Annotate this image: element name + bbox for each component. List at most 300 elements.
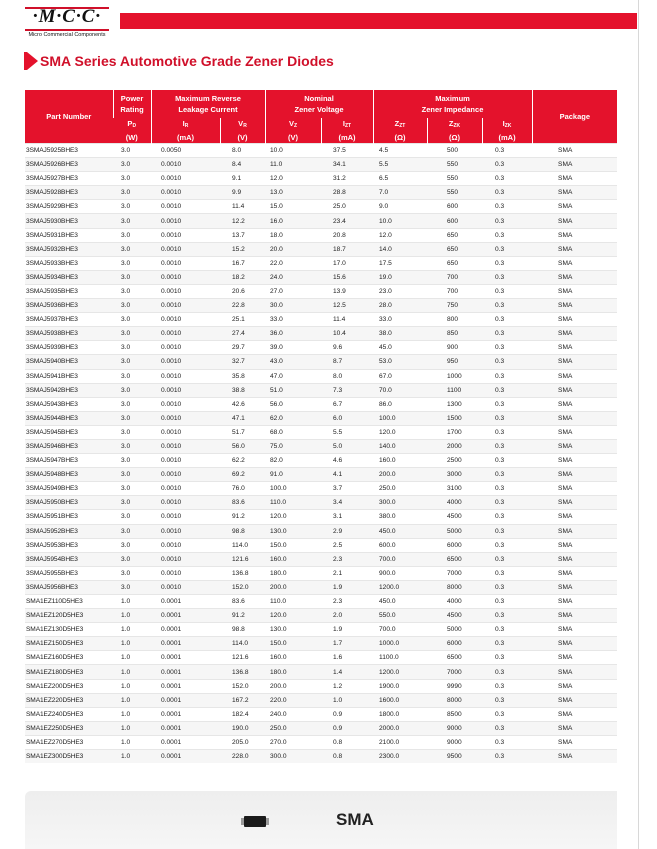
- table-row: [25, 397, 617, 411]
- cell-part-number: SMA1EZ300D5HE3: [25, 750, 113, 764]
- cell-part-number: 3SMAJ5934BHE3: [25, 270, 113, 284]
- table-row: [25, 172, 617, 186]
- cell-part-number: SMA1EZ150D5HE3: [25, 637, 113, 651]
- cell-izk: 0.3: [482, 538, 532, 552]
- cell-test-current: 2.5: [321, 538, 373, 552]
- cell-package: SMA: [532, 214, 617, 228]
- cell-reverse-voltage: 8.0: [220, 144, 265, 158]
- cell-package: SMA: [532, 566, 617, 580]
- cell-power: 3.0: [113, 552, 151, 566]
- cell-zener-voltage: 30.0: [265, 299, 321, 313]
- table-row: [25, 383, 617, 397]
- cell-zzt: 100.0: [373, 411, 427, 425]
- cell-izk: 0.3: [482, 341, 532, 355]
- cell-part-number: SMA1EZ200D5HE3: [25, 679, 113, 693]
- cell-package: SMA: [532, 721, 617, 735]
- symbol-subscript: ZK: [504, 123, 512, 129]
- table-row: [25, 214, 617, 228]
- cell-part-number: 3SMAJ5927BHE3: [25, 172, 113, 186]
- cell-leakage-current: 0.0010: [151, 496, 220, 510]
- cell-zzt: 86.0: [373, 397, 427, 411]
- cell-izk: 0.3: [482, 270, 532, 284]
- cell-package: SMA: [532, 355, 617, 369]
- cell-leakage-current: 0.0010: [151, 425, 220, 439]
- cell-izk: 0.3: [482, 425, 532, 439]
- cell-part-number: SMA1EZ160D5HE3: [25, 651, 113, 665]
- cell-part-number: 3SMAJ5935BHE3: [25, 284, 113, 298]
- cell-zzk: 8000: [427, 693, 482, 707]
- cell-izk: 0.3: [482, 580, 532, 594]
- cell-zzt: 1200.0: [373, 665, 427, 679]
- cell-zener-voltage: 180.0: [265, 665, 321, 679]
- cell-part-number: 3SMAJ5941BHE3: [25, 369, 113, 383]
- cell-zzt: 1800.0: [373, 707, 427, 721]
- cell-izk: 0.3: [482, 609, 532, 623]
- table-row: [25, 228, 617, 242]
- cell-leakage-current: 0.0001: [151, 679, 220, 693]
- cell-zzk: 4500: [427, 609, 482, 623]
- header-symbol-1: [151, 118, 220, 132]
- cell-reverse-voltage: 27.4: [220, 327, 265, 341]
- cell-package: SMA: [532, 327, 617, 341]
- cell-reverse-voltage: 12.2: [220, 214, 265, 228]
- cell-zener-voltage: 15.0: [265, 200, 321, 214]
- cell-zzk: 650: [427, 242, 482, 256]
- table-row: [25, 200, 617, 214]
- cell-package: SMA: [532, 538, 617, 552]
- cell-package: SMA: [532, 735, 617, 749]
- cell-zener-voltage: 16.0: [265, 214, 321, 228]
- cell-zener-voltage: 13.0: [265, 186, 321, 200]
- cell-package: SMA: [532, 524, 617, 538]
- header-voltage-line1: Nominal: [304, 94, 334, 103]
- cell-izk: 0.3: [482, 369, 532, 383]
- cell-zzt: 17.5: [373, 256, 427, 270]
- cell-power: 1.0: [113, 693, 151, 707]
- cell-power: 3.0: [113, 454, 151, 468]
- cell-test-current: 5.0: [321, 439, 373, 453]
- cell-test-current: 2.9: [321, 524, 373, 538]
- table-row: [25, 595, 617, 609]
- symbol-subscript: ZT: [399, 123, 406, 129]
- cell-test-current: 1.7: [321, 637, 373, 651]
- cell-izk: 0.3: [482, 735, 532, 749]
- cell-zzt: 4.5: [373, 144, 427, 158]
- cell-reverse-voltage: 56.0: [220, 439, 265, 453]
- cell-leakage-current: 0.0010: [151, 299, 220, 313]
- title-arrow-icon: [27, 52, 38, 70]
- cell-zzk: 850: [427, 327, 482, 341]
- cell-test-current: 12.5: [321, 299, 373, 313]
- cell-zzk: 6500: [427, 552, 482, 566]
- cell-zzk: 9500: [427, 750, 482, 764]
- symbol-subscript: ZK: [453, 123, 461, 129]
- cell-package: SMA: [532, 397, 617, 411]
- cell-zzt: 6.5: [373, 172, 427, 186]
- cell-leakage-current: 0.0001: [151, 651, 220, 665]
- cell-leakage-current: 0.0010: [151, 538, 220, 552]
- page-right-border: [638, 0, 639, 849]
- cell-zzk: 2000: [427, 439, 482, 453]
- cell-leakage-current: 0.0001: [151, 665, 220, 679]
- cell-izk: 0.3: [482, 172, 532, 186]
- cell-reverse-voltage: 190.0: [220, 721, 265, 735]
- cell-leakage-current: 0.0001: [151, 609, 220, 623]
- cell-zzk: 1700: [427, 425, 482, 439]
- cell-zzt: 120.0: [373, 425, 427, 439]
- cell-power: 1.0: [113, 750, 151, 764]
- cell-zener-voltage: 91.0: [265, 468, 321, 482]
- cell-leakage-current: 0.0010: [151, 566, 220, 580]
- cell-power: 3.0: [113, 496, 151, 510]
- cell-zzk: 1300: [427, 397, 482, 411]
- cell-package: SMA: [532, 383, 617, 397]
- cell-package: SMA: [532, 172, 617, 186]
- table-row: [25, 637, 617, 651]
- cell-reverse-voltage: 22.8: [220, 299, 265, 313]
- cell-leakage-current: 0.0001: [151, 637, 220, 651]
- cell-izk: 0.3: [482, 651, 532, 665]
- cell-power: 3.0: [113, 411, 151, 425]
- cell-test-current: 4.1: [321, 468, 373, 482]
- cell-power: 1.0: [113, 707, 151, 721]
- table-row: [25, 750, 617, 764]
- cell-zzk: 4000: [427, 595, 482, 609]
- cell-package: SMA: [532, 369, 617, 383]
- symbol-main: I: [502, 119, 505, 128]
- cell-leakage-current: 0.0010: [151, 411, 220, 425]
- cell-izk: 0.3: [482, 299, 532, 313]
- cell-test-current: 0.9: [321, 721, 373, 735]
- cell-zener-voltage: 110.0: [265, 496, 321, 510]
- cell-izk: 0.3: [482, 228, 532, 242]
- cell-reverse-voltage: 76.0: [220, 482, 265, 496]
- cell-package: SMA: [532, 496, 617, 510]
- cell-zzk: 700: [427, 270, 482, 284]
- cell-test-current: 15.6: [321, 270, 373, 284]
- cell-test-current: 2.3: [321, 595, 373, 609]
- cell-zener-voltage: 160.0: [265, 552, 321, 566]
- cell-power: 1.0: [113, 651, 151, 665]
- cell-leakage-current: 0.0001: [151, 623, 220, 637]
- table-row: [25, 270, 617, 284]
- cell-zener-voltage: 62.0: [265, 411, 321, 425]
- cell-zzt: 19.0: [373, 270, 427, 284]
- table-row: [25, 341, 617, 355]
- cell-power: 3.0: [113, 172, 151, 186]
- cell-zzt: 300.0: [373, 496, 427, 510]
- cell-zzt: 2000.0: [373, 721, 427, 735]
- cell-power: 3.0: [113, 284, 151, 298]
- cell-zzk: 3000: [427, 468, 482, 482]
- cell-reverse-voltage: 228.0: [220, 750, 265, 764]
- cell-zener-voltage: 240.0: [265, 707, 321, 721]
- cell-power: 3.0: [113, 566, 151, 580]
- cell-package: SMA: [532, 299, 617, 313]
- cell-reverse-voltage: 38.8: [220, 383, 265, 397]
- cell-reverse-voltage: 18.2: [220, 270, 265, 284]
- cell-zener-voltage: 68.0: [265, 425, 321, 439]
- cell-part-number: 3SMAJ5956BHE3: [25, 580, 113, 594]
- cell-leakage-current: 0.0001: [151, 707, 220, 721]
- table-row: [25, 369, 617, 383]
- cell-package: SMA: [532, 242, 617, 256]
- header-unit-2: (V): [220, 132, 265, 144]
- cell-zzt: 380.0: [373, 510, 427, 524]
- cell-power: 3.0: [113, 270, 151, 284]
- sma-package-icon: [244, 816, 266, 827]
- cell-zzt: 160.0: [373, 454, 427, 468]
- cell-leakage-current: 0.0001: [151, 595, 220, 609]
- cell-zener-voltage: 270.0: [265, 735, 321, 749]
- cell-package: SMA: [532, 693, 617, 707]
- cell-reverse-voltage: 42.6: [220, 397, 265, 411]
- cell-power: 3.0: [113, 439, 151, 453]
- cell-test-current: 3.7: [321, 482, 373, 496]
- cell-zzt: 23.0: [373, 284, 427, 298]
- header-part-number: Part Number: [25, 90, 113, 144]
- cell-zzk: 1100: [427, 383, 482, 397]
- cell-test-current: 6.7: [321, 397, 373, 411]
- cell-zener-voltage: 130.0: [265, 623, 321, 637]
- page-title: SMA Series Automotive Grade Zener Diodes: [40, 53, 334, 69]
- cell-power: 3.0: [113, 228, 151, 242]
- cell-power: 1.0: [113, 735, 151, 749]
- table-row: [25, 735, 617, 749]
- table-row: [25, 538, 617, 552]
- cell-izk: 0.3: [482, 200, 532, 214]
- cell-package: SMA: [532, 158, 617, 172]
- table-row: [25, 327, 617, 341]
- cell-power: 3.0: [113, 256, 151, 270]
- cell-reverse-voltage: 29.7: [220, 341, 265, 355]
- cell-zzt: 450.0: [373, 595, 427, 609]
- cell-izk: 0.3: [482, 256, 532, 270]
- cell-reverse-voltage: 32.7: [220, 355, 265, 369]
- cell-zener-voltage: 24.0: [265, 270, 321, 284]
- table-row: [25, 439, 617, 453]
- table-row: [25, 693, 617, 707]
- cell-reverse-voltage: 20.6: [220, 284, 265, 298]
- cell-zzk: 550: [427, 172, 482, 186]
- cell-zzk: 9000: [427, 735, 482, 749]
- symbol-subscript: R: [243, 123, 247, 129]
- header-unit-5: (Ω): [373, 132, 427, 144]
- cell-zener-voltage: 250.0: [265, 721, 321, 735]
- cell-part-number: SMA1EZ220D5HE3: [25, 693, 113, 707]
- cell-reverse-voltage: 47.1: [220, 411, 265, 425]
- table-row: [25, 284, 617, 298]
- cell-zener-voltage: 18.0: [265, 228, 321, 242]
- cell-test-current: 1.9: [321, 580, 373, 594]
- cell-leakage-current: 0.0010: [151, 186, 220, 200]
- cell-izk: 0.3: [482, 637, 532, 651]
- symbol-subscript: D: [132, 123, 137, 129]
- cell-power: 3.0: [113, 200, 151, 214]
- cell-leakage-current: 0.0010: [151, 482, 220, 496]
- header-impedance-line2: Zener Impedance: [421, 105, 484, 114]
- cell-reverse-voltage: 51.7: [220, 425, 265, 439]
- cell-package: SMA: [532, 707, 617, 721]
- cell-package: SMA: [532, 186, 617, 200]
- cell-package: SMA: [532, 144, 617, 158]
- cell-izk: 0.3: [482, 750, 532, 764]
- header-leakage-line1: Maximum Reverse: [175, 94, 241, 103]
- cell-power: 3.0: [113, 341, 151, 355]
- cell-reverse-voltage: 15.2: [220, 242, 265, 256]
- cell-part-number: 3SMAJ5944BHE3: [25, 411, 113, 425]
- cell-part-number: SMA1EZ250D5HE3: [25, 721, 113, 735]
- table-row: [25, 566, 617, 580]
- cell-reverse-voltage: 8.4: [220, 158, 265, 172]
- cell-izk: 0.3: [482, 144, 532, 158]
- cell-zener-voltage: 100.0: [265, 482, 321, 496]
- table-row: [25, 355, 617, 369]
- cell-reverse-voltage: 98.8: [220, 623, 265, 637]
- cell-test-current: 4.6: [321, 454, 373, 468]
- table-row: [25, 651, 617, 665]
- symbol-subscript: Z: [293, 123, 298, 129]
- cell-zzt: 2100.0: [373, 735, 427, 749]
- cell-test-current: 1.4: [321, 665, 373, 679]
- cell-reverse-voltage: 91.2: [220, 510, 265, 524]
- cell-zener-voltage: 51.0: [265, 383, 321, 397]
- cell-izk: 0.3: [482, 242, 532, 256]
- cell-test-current: 31.2: [321, 172, 373, 186]
- cell-leakage-current: 0.0010: [151, 228, 220, 242]
- cell-zzt: 250.0: [373, 482, 427, 496]
- cell-leakage-current: 0.0010: [151, 468, 220, 482]
- table-row: [25, 313, 617, 327]
- cell-zener-voltage: 47.0: [265, 369, 321, 383]
- cell-reverse-voltage: 83.6: [220, 496, 265, 510]
- cell-reverse-voltage: 25.1: [220, 313, 265, 327]
- table-row: [25, 256, 617, 270]
- cell-zener-voltage: 43.0: [265, 355, 321, 369]
- table-row: [25, 707, 617, 721]
- cell-power: 3.0: [113, 524, 151, 538]
- table-row: [25, 665, 617, 679]
- cell-zzt: 900.0: [373, 566, 427, 580]
- cell-part-number: 3SMAJ5946BHE3: [25, 439, 113, 453]
- cell-power: 3.0: [113, 186, 151, 200]
- cell-power: 1.0: [113, 665, 151, 679]
- cell-zener-voltage: 39.0: [265, 341, 321, 355]
- cell-part-number: 3SMAJ5943BHE3: [25, 397, 113, 411]
- cell-part-number: 3SMAJ5954BHE3: [25, 552, 113, 566]
- cell-power: 1.0: [113, 721, 151, 735]
- header-package: Package: [532, 90, 617, 144]
- cell-zener-voltage: 10.0: [265, 144, 321, 158]
- cell-reverse-voltage: 98.8: [220, 524, 265, 538]
- header-power-line1: Power: [120, 94, 144, 103]
- cell-power: 1.0: [113, 609, 151, 623]
- header-impedance-line1: Maximum: [435, 94, 470, 103]
- cell-test-current: 0.8: [321, 750, 373, 764]
- cell-reverse-voltage: 62.2: [220, 454, 265, 468]
- cell-reverse-voltage: 69.2: [220, 468, 265, 482]
- cell-part-number: 3SMAJ5947BHE3: [25, 454, 113, 468]
- cell-izk: 0.3: [482, 313, 532, 327]
- cell-zzt: 700.0: [373, 552, 427, 566]
- logo-text: ·M·C·C·: [32, 6, 102, 27]
- cell-zzt: 10.0: [373, 214, 427, 228]
- cell-package: SMA: [532, 510, 617, 524]
- header-symbol-4: [321, 118, 373, 132]
- cell-zzk: 9990: [427, 679, 482, 693]
- cell-zzt: 200.0: [373, 468, 427, 482]
- cell-leakage-current: 0.0010: [151, 454, 220, 468]
- cell-test-current: 23.4: [321, 214, 373, 228]
- cell-reverse-voltage: 167.2: [220, 693, 265, 707]
- cell-power: 3.0: [113, 299, 151, 313]
- cell-zzk: 600: [427, 214, 482, 228]
- symbol-main: I: [342, 119, 345, 128]
- cell-zzk: 950: [427, 355, 482, 369]
- cell-izk: 0.3: [482, 665, 532, 679]
- cell-leakage-current: 0.0010: [151, 172, 220, 186]
- cell-zzt: 700.0: [373, 623, 427, 637]
- cell-reverse-voltage: 11.4: [220, 200, 265, 214]
- cell-package: SMA: [532, 623, 617, 637]
- cell-zzk: 800: [427, 313, 482, 327]
- cell-test-current: 2.0: [321, 609, 373, 623]
- cell-zzt: 1600.0: [373, 693, 427, 707]
- cell-zzk: 9000: [427, 721, 482, 735]
- cell-zzt: 12.0: [373, 228, 427, 242]
- cell-test-current: 17.0: [321, 256, 373, 270]
- cell-zzk: 6000: [427, 637, 482, 651]
- cell-part-number: SMA1EZ240D5HE3: [25, 707, 113, 721]
- cell-zzt: 2300.0: [373, 750, 427, 764]
- cell-izk: 0.3: [482, 355, 532, 369]
- cell-reverse-voltage: 35.8: [220, 369, 265, 383]
- cell-reverse-voltage: 182.4: [220, 707, 265, 721]
- header-voltage-line2: Zener Voltage: [294, 105, 344, 114]
- cell-zener-voltage: 27.0: [265, 284, 321, 298]
- table-row: [25, 609, 617, 623]
- cell-zener-voltage: 11.0: [265, 158, 321, 172]
- cell-zener-voltage: 33.0: [265, 313, 321, 327]
- symbol-main: P: [127, 119, 133, 128]
- cell-test-current: 1.6: [321, 651, 373, 665]
- cell-zzt: 70.0: [373, 383, 427, 397]
- cell-package: SMA: [532, 200, 617, 214]
- symbol-main: Z: [394, 119, 400, 128]
- table-row: [25, 679, 617, 693]
- table-row: [25, 411, 617, 425]
- cell-part-number: 3SMAJ5925BHE3: [25, 144, 113, 158]
- table-row: [25, 425, 617, 439]
- spec-table-body: [25, 144, 617, 764]
- cell-izk: 0.3: [482, 397, 532, 411]
- cell-leakage-current: 0.0001: [151, 735, 220, 749]
- symbol-header-row: [25, 118, 617, 132]
- cell-reverse-voltage: 91.2: [220, 609, 265, 623]
- header-leakage-line2: Leakage Current: [178, 105, 238, 114]
- cell-power: 3.0: [113, 425, 151, 439]
- cell-power: 3.0: [113, 158, 151, 172]
- cell-test-current: 37.5: [321, 144, 373, 158]
- cell-test-current: 0.9: [321, 707, 373, 721]
- cell-leakage-current: 0.0010: [151, 158, 220, 172]
- cell-zzt: 550.0: [373, 609, 427, 623]
- symbol-main: V: [288, 119, 294, 128]
- cell-power: 1.0: [113, 679, 151, 693]
- cell-package: SMA: [532, 228, 617, 242]
- cell-zener-voltage: 110.0: [265, 595, 321, 609]
- cell-test-current: 13.9: [321, 284, 373, 298]
